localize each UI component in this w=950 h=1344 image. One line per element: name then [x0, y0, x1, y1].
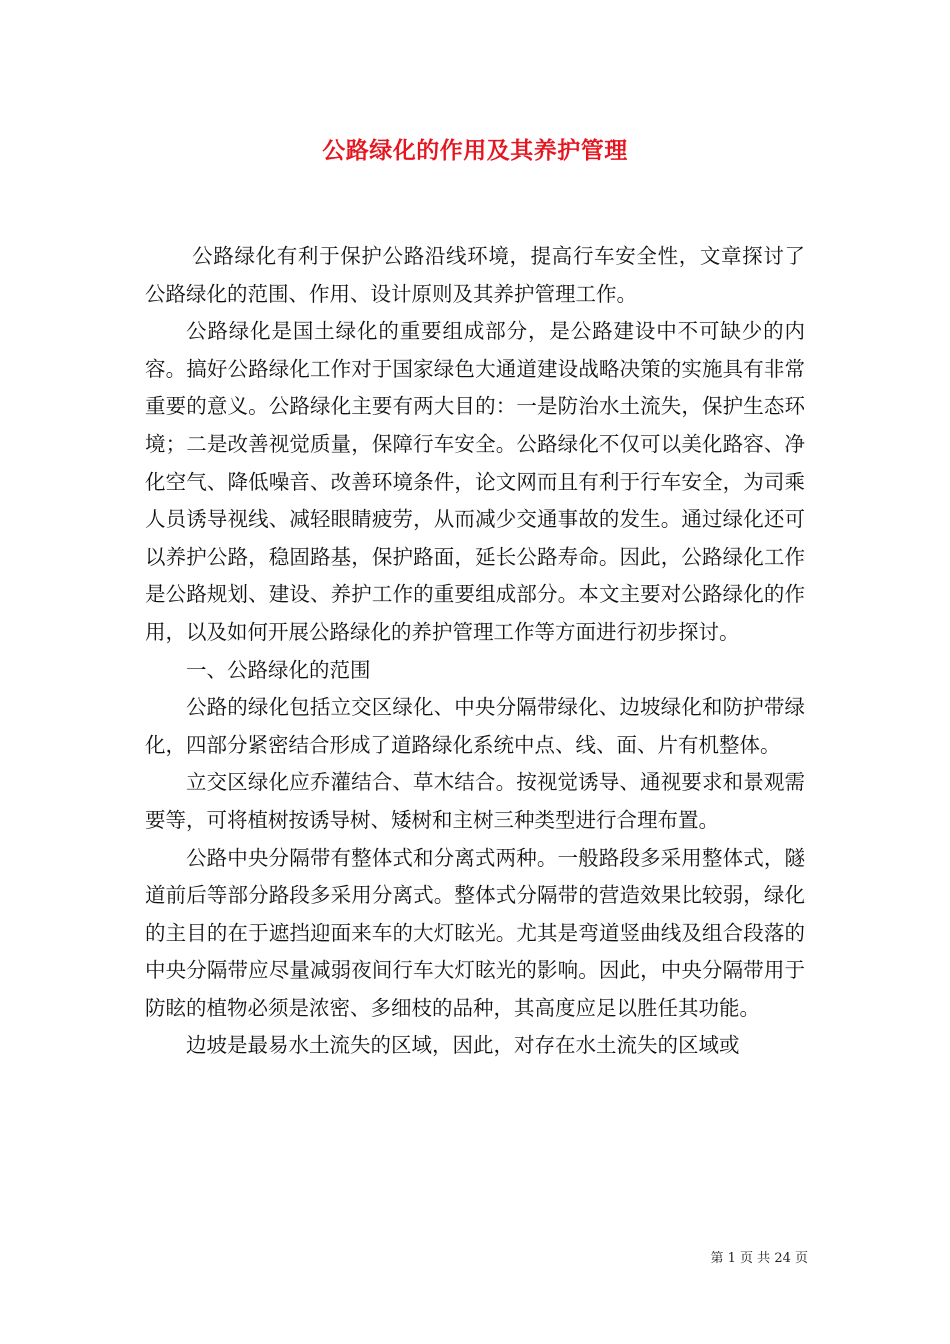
- paragraph-median: 公路中央分隔带有整体式和分离式两种。一般路段多采用整体式，隧道前后等部分路段多采用分离式。整体式分隔带的营造效果比较弱，绿化的主目的在于遮挡迎面来车的大灯眩光。尤其是弯道竖曲线及组合段落的中央分隔带应尽量减弱夜间行车大灯眩光的影响。因此，中央分隔带用于防眩的植物必须是浓密、多细枝的品种，其高度应足以胜任其功能。: [145, 845, 805, 1020]
- paragraph-introduction: 公路绿化是国土绿化的重要组成部分，是公路建设中不可缺少的内容。搞好公路绿化工作对于国家绿色大通道建设战略决策的实施具有非常重要的意义。公路绿化主要有两大目的：一是防治水土流失，保护生态环境；二是改善视觉质量，保障行车安全。公路绿化不仅可以美化路容、净化空气、降低噪音、改善环境条件，论文网而且有利于行车安全，为司乘人员诱导视线、减轻眼睛疲劳，从而减少交通事故的发生。通过绿化还可以养护公路，稳固路基，保护路面，延长公路寿命。因此，公路绿化工作是公路规划、建设、养护工作的重要组成部分。本文主要对公路绿化的作用，以及如何开展公路绿化的养护管理工作等方面进行初步探讨。: [145, 319, 805, 644]
- paragraph-scope: 公路的绿化包括立交区绿化、中央分隔带绿化、边坡绿化和防护带绿化，四部分紧密结合形成了道路绿化系统中点、线、面、片有机整体。: [145, 695, 805, 757]
- paragraph-slope: 边坡是最易水土流失的区域，因此，对存在水土流失的区域或: [186, 1033, 740, 1058]
- paragraph-interchange: 立交区绿化应乔灌结合、草木结合。按视觉诱导、通视要求和景观需要等，可将植树按诱导树、矮树和主树三种类型进行合理布置。: [145, 770, 805, 832]
- paragraph-abstract: 公路绿化有利于保护公路沿线环境，提高行车安全性，文章探讨了公路绿化的范围、作用、设计原则及其养护管理工作。: [145, 244, 805, 306]
- document-title: 公路绿化的作用及其养护管理: [322, 137, 628, 164]
- section-heading-scope: 一、公路绿化的范围: [186, 657, 371, 682]
- page-number-footer: 第 1 页 共 24 页: [710, 1251, 808, 1266]
- document-body: [145, 238, 805, 1065]
